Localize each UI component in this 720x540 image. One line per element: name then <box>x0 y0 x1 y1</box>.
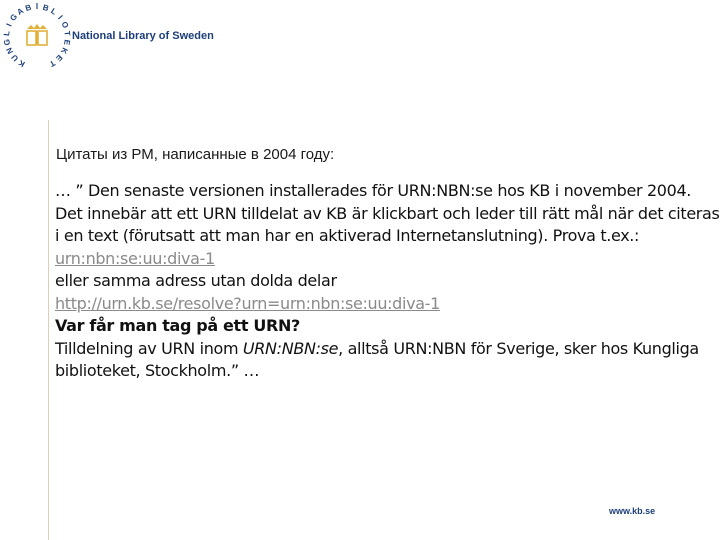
logo-letter: O <box>59 20 71 30</box>
logo-letter: G <box>2 38 13 47</box>
quote-line: Det innebär att ett URN tilldelat av KB är klickbart och leder till rätt mål när det citeras <box>55 203 720 223</box>
logo-letter: E <box>61 38 72 46</box>
organization-name: National Library of Sweden <box>72 30 214 42</box>
logo-letter: L <box>2 30 12 37</box>
quote-line <box>55 338 715 361</box>
quote-line: eller samma adress utan dolda delar <box>55 271 337 290</box>
logo-letter: L <box>49 6 59 17</box>
quote-line: biblioteket, Stockholm.” … <box>55 361 260 380</box>
resolver-link[interactable]: http://urn.kb.se/resolve?urn=urn:nbn:se:uu:diva-1 <box>55 293 440 313</box>
left-margin-rule <box>48 120 49 540</box>
quote-line: … ” Den senaste versionen installerades för URN:NBN:se hos KB i november 2004. <box>55 181 692 200</box>
header-branding <box>0 0 260 90</box>
logo-letter: I <box>56 13 65 22</box>
quote-line <box>55 248 715 271</box>
logo-letter: T <box>47 58 57 69</box>
logo-letter: A <box>15 6 26 17</box>
logo-letter: T <box>62 30 72 37</box>
quote-body <box>55 180 720 383</box>
urn-link[interactable]: urn:nbn:se:uu:diva-1 <box>55 248 215 268</box>
logo-letter: G <box>8 12 20 23</box>
logo-letter: N <box>4 46 16 56</box>
slide-title: Цитаты из РМ, написанные в 2004 году: <box>56 146 335 163</box>
quote-text: , alltså URN:NBN för Sverige, sker hos Kungliga <box>338 338 699 358</box>
logo-letter: K <box>58 46 70 56</box>
quote-text: Tilldelning av URN inom <box>55 338 243 358</box>
footer-website-link[interactable]: www.kb.se <box>609 506 656 516</box>
kb-logo-icon <box>0 0 72 80</box>
logo-letter: E <box>53 52 65 63</box>
quote-line <box>55 293 715 316</box>
book-crown-icon <box>27 24 47 45</box>
logo-letter: K <box>17 57 27 69</box>
quote-line: i en text (förutsatt att man har en aktiverad Internetanslutning). Prova t.ex.: <box>55 226 640 245</box>
logo-letter: U <box>9 52 21 64</box>
urn-namespace: URN:NBN:se <box>242 338 339 358</box>
question-heading: Var får man tag på ett URN? <box>55 316 300 335</box>
logo-letter: B <box>41 2 50 14</box>
logo-letter: B <box>24 2 33 14</box>
logo-letter: I <box>4 22 14 28</box>
logo-letter: I <box>35 2 39 12</box>
